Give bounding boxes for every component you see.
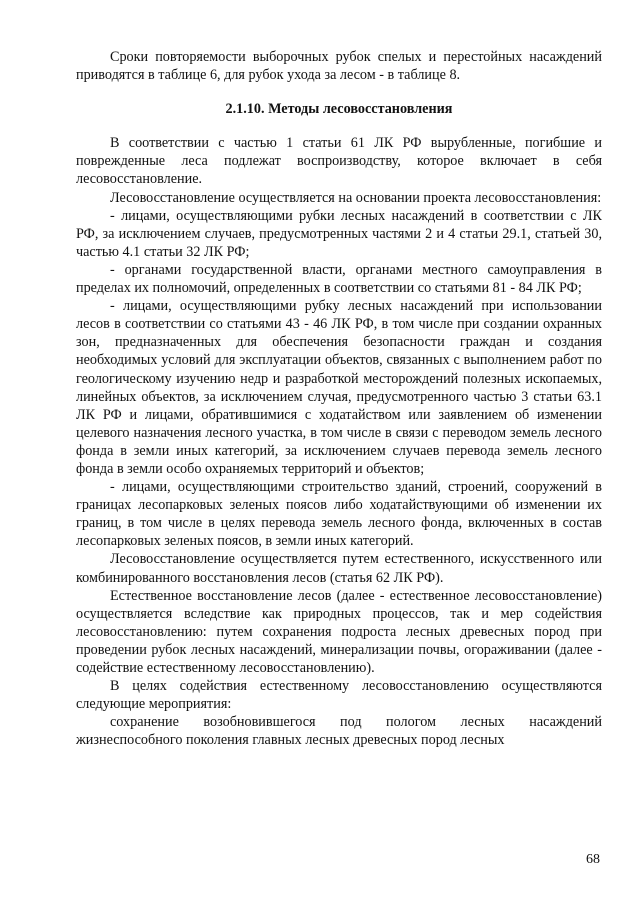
paragraph-intro: Сроки повторяемости выборочных рубок спелых и перестойных насаждений приводятся в таблице 6, для рубок ухода за лесом - в таблице 8. [76,49,602,84]
paragraph-reproduction: В соответствии с частью 1 статьи 61 ЛК РФ вырубленные, погибшие и поврежденные леса подлежат воспроизводству, которое включает в себя лесовосстановление. [76,135,602,188]
list-item-authorities: - органами государственной власти, органами местного самоуправления в пределах их полномочий, определенных в соответствии со статьями 81 - 84 ЛК РФ; [76,261,602,297]
section-heading: 2.1.10. Методы лесовосстановления [225,101,453,118]
paragraph-basis: Лесовосстановление осуществляется на основании проекта лесовосстановления: [110,189,602,206]
paragraph-natural: Естественное восстановление лесов (далее - естественное лесовосстановление) осуществляется вследствие как природных процессов, так и мер содействия лесовосстановлению: путем сохранения подроста лесных древесных пород при проведении рубок лесных насаждений, минерализации почвы, огораживании (далее - содействие естественному лесовосстановлению). [76,587,602,676]
list-item-land-users: - лицами, осуществляющими рубку лесных насаждений при использовании лесов в соответствии со статьями 43 - 46 ЛК РФ, в том числе при создании охранных зон, предназначенных для обеспечения безопасности граждан и создания необходимых условий для эксплуатации объектов, связанных с выполнением работ по геологическому изучению недр и разработкой месторождений полезных ископаемых, линейных объектов, за исключением случая, предусмотренного частью 3 статьи 63.1 ЛК РФ и лицами, обратившимися с ходатайством или заявлением об изменении целевого назначения лесного участка, в том числе в связи с переводом земель лесного фонда в земли иных категорий, за исключением случаев перевода земель лесного фонда в земли особо охраняемых территорий и объектов; [76,298,602,477]
list-item-builders: - лицами, осуществляющими строительство зданий, строений, сооружений в границах лесопарковых зеленых поясов либо ходатайствующими об изменении их границ, в том числе в целях перевода земель лесного фонда, включенных в состав лесопарковых зеленых поясов, в земли иных категорий. [76,479,602,550]
list-item-loggers: - лицами, осуществляющими рубки лесных насаждений в соответствии с ЛК РФ, за исключением случаев, предусмотренных частями 2 и 4 статьи 29.1, статьей 30, частью 4.1 статьи 32 ЛК РФ; [76,207,602,260]
paragraph-preservation: сохранение возобновившегося под пологом лесных насаждений жизнеспособного поколения главных лесных древесных пород лесных [76,714,602,749]
paragraph-methods: Лесовосстановление осуществляется путем естественного, искусственного или комбинированного восстановления лесов (статья 62 ЛК РФ). [76,551,602,586]
paragraph-measures: В целях содействия естественному лесовосстановлению осуществляются следующие мероприятия: [76,678,602,713]
page-number: 68 [586,852,600,867]
